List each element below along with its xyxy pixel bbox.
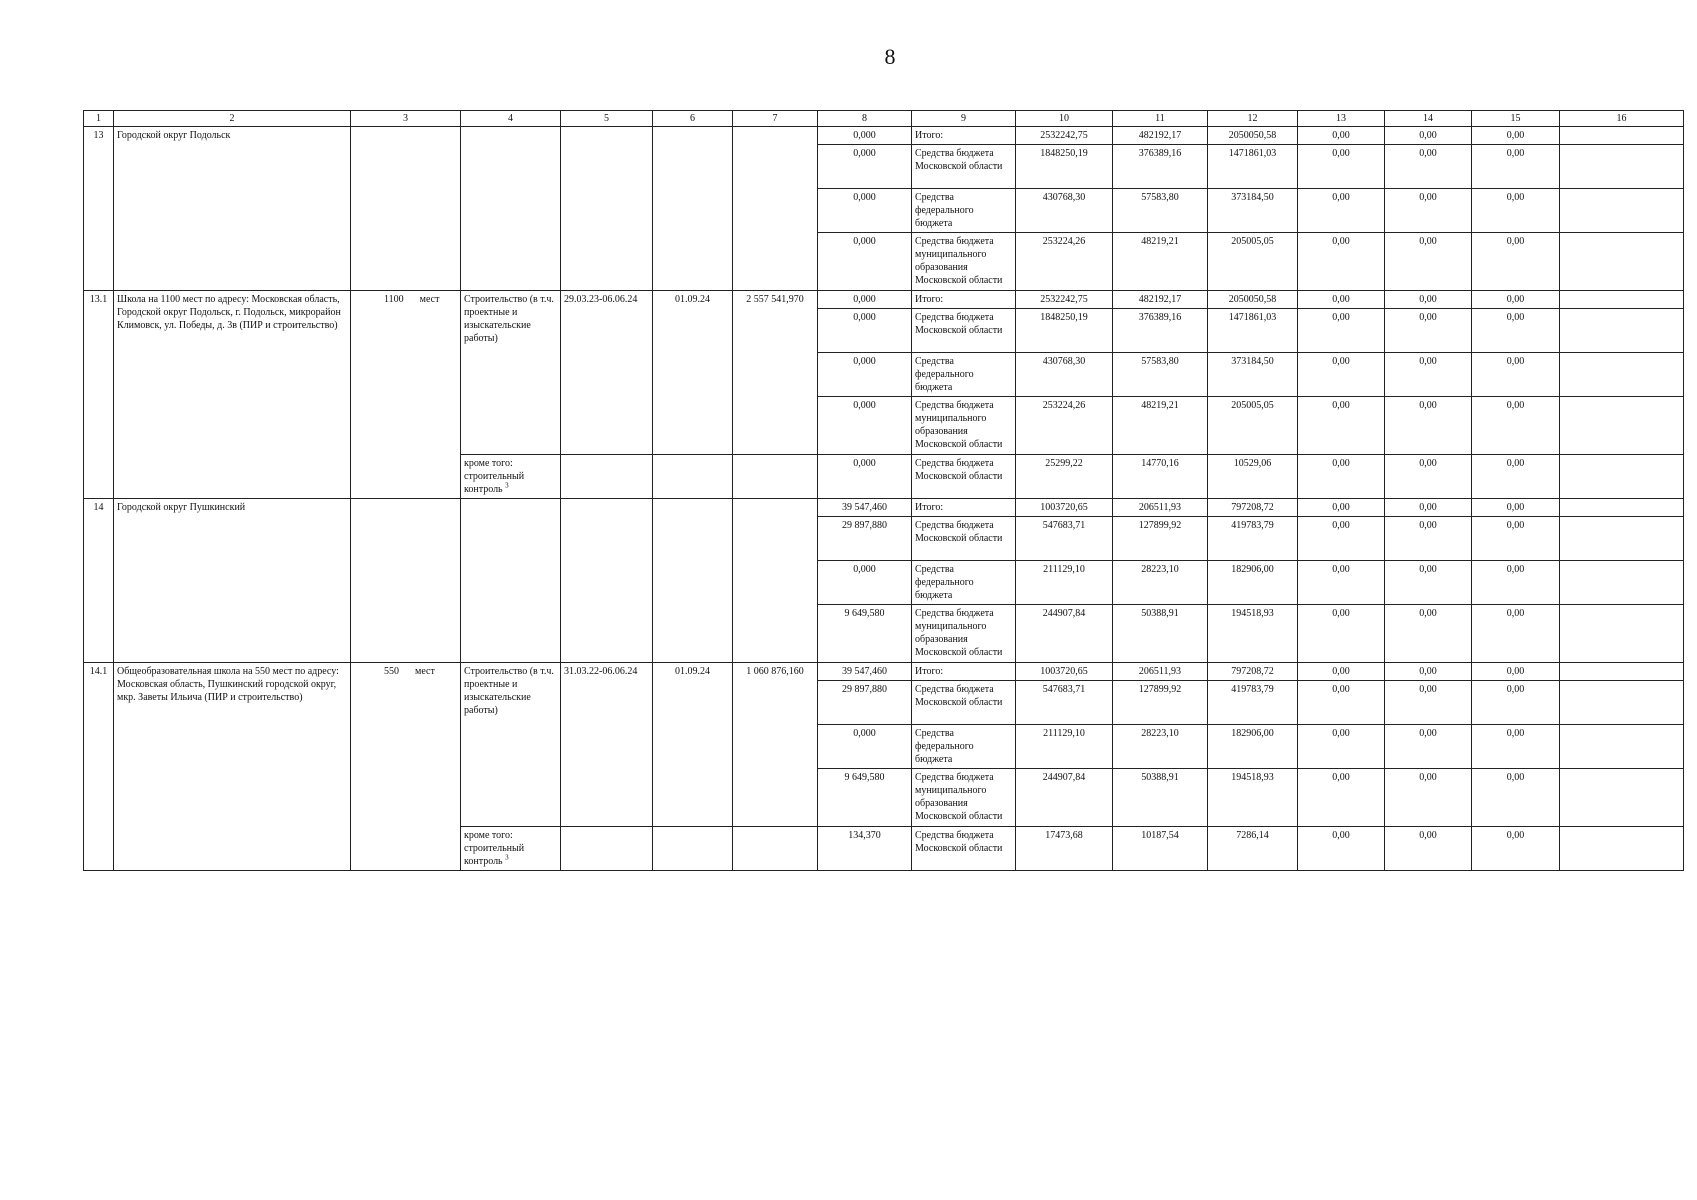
col-10-value: 244907,84 — [1016, 769, 1113, 827]
footnote-mark: 3 — [505, 481, 509, 490]
item-name: Общеобразовательная школа на 550 мест по адресу: Московская область, Пушкинский городской округ, мкр. Заветы Ильича (ПИР и строительство) — [114, 663, 351, 871]
work-dates: 31.03.22-06.06.24 — [561, 663, 653, 827]
col-15-value: 0,00 — [1472, 561, 1560, 605]
col-14-value: 0,00 — [1385, 769, 1472, 827]
column-header: 5 — [561, 111, 653, 127]
item-capacity — [351, 499, 461, 663]
col-15-value: 0,00 — [1472, 663, 1560, 681]
table-row — [84, 291, 1684, 309]
page-number: 8 — [884, 44, 896, 69]
col-15-value: 0,00 — [1472, 145, 1560, 189]
funding-source: Средства бюджета Московской области — [912, 517, 1016, 561]
col-16-value — [1560, 605, 1684, 663]
item-name: Городской округ Подольск — [114, 127, 351, 291]
item-number: 13 — [84, 127, 114, 291]
empty-cell — [733, 827, 818, 871]
item-name: Городской округ Пушкинский — [114, 499, 351, 663]
col-15-value: 0,00 — [1472, 517, 1560, 561]
col-15-value: 0,00 — [1472, 127, 1560, 145]
col-15-value: 0,00 — [1472, 499, 1560, 517]
col-14-value: 0,00 — [1385, 605, 1472, 663]
work-type — [461, 499, 561, 663]
item-number: 14.1 — [84, 663, 114, 871]
col-13-value: 0,00 — [1298, 189, 1385, 233]
col-12-value: 1471861,03 — [1208, 145, 1298, 189]
col-15-value: 0,00 — [1472, 189, 1560, 233]
col-14-value: 0,00 — [1385, 353, 1472, 397]
col-12-value: 419783,79 — [1208, 517, 1298, 561]
col-16-value — [1560, 827, 1684, 871]
col-16-value — [1560, 397, 1684, 455]
funding-source: Средства бюджета муниципального образования Московской области — [912, 605, 1016, 663]
col-11-value: 206511,93 — [1113, 499, 1208, 517]
col-8-value: 29 897,880 — [818, 681, 912, 725]
col-16-value — [1560, 309, 1684, 353]
col-16-value — [1560, 233, 1684, 291]
col-8-value: 39 547,460 — [818, 663, 912, 681]
col-13-value: 0,00 — [1298, 769, 1385, 827]
col-11-value: 28223,10 — [1113, 561, 1208, 605]
col-13-value: 0,00 — [1298, 397, 1385, 455]
work-dates — [561, 499, 653, 663]
col-8-value: 29 897,880 — [818, 517, 912, 561]
col-14-value: 0,00 — [1385, 499, 1472, 517]
col-10-value: 430768,30 — [1016, 189, 1113, 233]
funding-source: Средства бюджета Московской области — [912, 145, 1016, 189]
col-16-value — [1560, 145, 1684, 189]
opening-date: 01.09.24 — [653, 291, 733, 455]
col-8-value: 0,000 — [818, 127, 912, 145]
col-10-value: 547683,71 — [1016, 517, 1113, 561]
col-13-value: 0,00 — [1298, 663, 1385, 681]
col-11-value: 482192,17 — [1113, 291, 1208, 309]
funding-source: Средства бюджета муниципального образования Московской области — [912, 397, 1016, 455]
col-10-value: 2532242,75 — [1016, 291, 1113, 309]
col-8-value: 0,000 — [818, 189, 912, 233]
column-header: 3 — [351, 111, 461, 127]
col-12-value: 2050050,58 — [1208, 291, 1298, 309]
col-8-value: 0,000 — [818, 725, 912, 769]
col-15-value: 0,00 — [1472, 309, 1560, 353]
col-12-value: 182906,00 — [1208, 561, 1298, 605]
empty-cell — [561, 455, 653, 499]
col-10-value: 547683,71 — [1016, 681, 1113, 725]
col-15-value: 0,00 — [1472, 397, 1560, 455]
col-14-value: 0,00 — [1385, 145, 1472, 189]
funding-source: Средства бюджета муниципального образования Московской области — [912, 769, 1016, 827]
col-14-value: 0,00 — [1385, 455, 1472, 499]
col-12-value: 1471861,03 — [1208, 309, 1298, 353]
budget-table — [83, 110, 1684, 871]
col-14-value: 0,00 — [1385, 725, 1472, 769]
col-10-value: 253224,26 — [1016, 233, 1113, 291]
col-13-value: 0,00 — [1298, 725, 1385, 769]
empty-cell — [561, 827, 653, 871]
col-12-value: 373184,50 — [1208, 189, 1298, 233]
col-13-value: 0,00 — [1298, 499, 1385, 517]
funding-source: Средства бюджета Московской области — [912, 827, 1016, 871]
col-16-value — [1560, 189, 1684, 233]
col-8-value: 0,000 — [818, 397, 912, 455]
col-15-value: 0,00 — [1472, 605, 1560, 663]
col-13-value: 0,00 — [1298, 145, 1385, 189]
col-10-value: 17473,68 — [1016, 827, 1113, 871]
col-12-value: 10529,06 — [1208, 455, 1298, 499]
col-14-value: 0,00 — [1385, 233, 1472, 291]
item-name: Школа на 1100 мест по адресу: Московская область, Городской округ Подольск, г. Подольск, микрорайон Климовск, ул. Победы, д. 3в (ПИР и строительство) — [114, 291, 351, 499]
column-header: 1 — [84, 111, 114, 127]
funding-source: Средства бюджета Московской области — [912, 455, 1016, 499]
column-header: 6 — [653, 111, 733, 127]
opening-date — [653, 499, 733, 663]
col-13-value: 0,00 — [1298, 127, 1385, 145]
col-8-value: 39 547,460 — [818, 499, 912, 517]
total-cost — [733, 127, 818, 291]
col-11-value: 57583,80 — [1113, 353, 1208, 397]
col-12-value: 419783,79 — [1208, 681, 1298, 725]
column-header: 16 — [1560, 111, 1684, 127]
col-8-value: 0,000 — [818, 455, 912, 499]
item-capacity — [351, 127, 461, 291]
col-14-value: 0,00 — [1385, 127, 1472, 145]
col-11-value: 14770,16 — [1113, 455, 1208, 499]
opening-date: 01.09.24 — [653, 663, 733, 827]
col-11-value: 57583,80 — [1113, 189, 1208, 233]
col-15-value: 0,00 — [1472, 769, 1560, 827]
col-8-value: 9 649,580 — [818, 769, 912, 827]
col-14-value: 0,00 — [1385, 189, 1472, 233]
col-12-value: 182906,00 — [1208, 725, 1298, 769]
item-number: 13.1 — [84, 291, 114, 499]
col-16-value — [1560, 291, 1684, 309]
col-8-value: 0,000 — [818, 233, 912, 291]
col-10-value: 1003720,65 — [1016, 663, 1113, 681]
col-14-value: 0,00 — [1385, 827, 1472, 871]
column-header: 11 — [1113, 111, 1208, 127]
work-dates — [561, 127, 653, 291]
col-11-value: 376389,16 — [1113, 309, 1208, 353]
col-12-value: 797208,72 — [1208, 663, 1298, 681]
total-cost — [733, 499, 818, 663]
capacity-unit: мест — [419, 294, 440, 305]
col-12-value: 7286,14 — [1208, 827, 1298, 871]
col-16-value — [1560, 663, 1684, 681]
table-row — [84, 663, 1684, 681]
col-13-value: 0,00 — [1298, 353, 1385, 397]
col-10-value: 211129,10 — [1016, 561, 1113, 605]
funding-source: Средства федерального бюджета — [912, 353, 1016, 397]
item-capacity — [351, 663, 461, 871]
col-12-value: 205005,05 — [1208, 397, 1298, 455]
column-header: 8 — [818, 111, 912, 127]
col-13-value: 0,00 — [1298, 291, 1385, 309]
col-13-value: 0,00 — [1298, 455, 1385, 499]
col-15-value: 0,00 — [1472, 291, 1560, 309]
col-8-value: 0,000 — [818, 561, 912, 605]
capacity-unit: мест — [415, 666, 435, 677]
col-15-value: 0,00 — [1472, 725, 1560, 769]
col-11-value: 10187,54 — [1113, 827, 1208, 871]
col-11-value: 482192,17 — [1113, 127, 1208, 145]
column-header: 9 — [912, 111, 1016, 127]
col-14-value: 0,00 — [1385, 397, 1472, 455]
col-14-value: 0,00 — [1385, 561, 1472, 605]
col-11-value: 50388,91 — [1113, 605, 1208, 663]
column-header: 14 — [1385, 111, 1472, 127]
column-header: 10 — [1016, 111, 1113, 127]
col-16-value — [1560, 455, 1684, 499]
column-header: 13 — [1298, 111, 1385, 127]
empty-cell — [653, 827, 733, 871]
funding-source: Итого: — [912, 499, 1016, 517]
item-capacity — [351, 291, 461, 499]
work-type: Строительство (в т.ч. проектные и изыскательские работы) — [461, 663, 561, 827]
col-11-value: 376389,16 — [1113, 145, 1208, 189]
funding-source: Итого: — [912, 663, 1016, 681]
table-body — [84, 127, 1684, 871]
col-11-value: 50388,91 — [1113, 769, 1208, 827]
col-12-value: 194518,93 — [1208, 769, 1298, 827]
col-8-value: 0,000 — [818, 291, 912, 309]
work-dates: 29.03.23-06.06.24 — [561, 291, 653, 455]
col-15-value: 0,00 — [1472, 827, 1560, 871]
col-14-value: 0,00 — [1385, 663, 1472, 681]
col-10-value: 430768,30 — [1016, 353, 1113, 397]
col-13-value: 0,00 — [1298, 561, 1385, 605]
col-10-value: 211129,10 — [1016, 725, 1113, 769]
col-13-value: 0,00 — [1298, 233, 1385, 291]
col-15-value: 0,00 — [1472, 233, 1560, 291]
funding-source: Средства бюджета муниципального образования Московской области — [912, 233, 1016, 291]
col-12-value: 205005,05 — [1208, 233, 1298, 291]
col-10-value: 253224,26 — [1016, 397, 1113, 455]
col-16-value — [1560, 353, 1684, 397]
construction-control-label — [461, 827, 561, 871]
funding-source: Итого: — [912, 291, 1016, 309]
item-number: 14 — [84, 499, 114, 663]
col-15-value: 0,00 — [1472, 455, 1560, 499]
footnote-mark: 3 — [505, 853, 509, 862]
col-12-value: 373184,50 — [1208, 353, 1298, 397]
col-16-value — [1560, 499, 1684, 517]
funding-source: Средства федерального бюджета — [912, 189, 1016, 233]
column-header: 15 — [1472, 111, 1560, 127]
funding-source: Итого: — [912, 127, 1016, 145]
col-12-value: 194518,93 — [1208, 605, 1298, 663]
column-header: 2 — [114, 111, 351, 127]
col-13-value: 0,00 — [1298, 605, 1385, 663]
funding-source: Средства бюджета Московской области — [912, 681, 1016, 725]
empty-cell — [653, 455, 733, 499]
empty-cell — [733, 455, 818, 499]
col-8-value: 134,370 — [818, 827, 912, 871]
col-10-value: 1848250,19 — [1016, 309, 1113, 353]
table-row — [84, 499, 1684, 517]
total-cost: 2 557 541,970 — [733, 291, 818, 455]
funding-source: Средства федерального бюджета — [912, 725, 1016, 769]
col-16-value — [1560, 561, 1684, 605]
col-14-value: 0,00 — [1385, 517, 1472, 561]
col-13-value: 0,00 — [1298, 681, 1385, 725]
column-header: 12 — [1208, 111, 1298, 127]
col-14-value: 0,00 — [1385, 291, 1472, 309]
col-16-value — [1560, 681, 1684, 725]
construction-control-text: кроме того: строительный контроль — [464, 830, 525, 867]
column-number-row — [84, 111, 1684, 127]
col-11-value: 127899,92 — [1113, 517, 1208, 561]
col-13-value: 0,00 — [1298, 517, 1385, 561]
col-8-value: 0,000 — [818, 309, 912, 353]
col-15-value: 0,00 — [1472, 681, 1560, 725]
work-type — [461, 127, 561, 291]
capacity-value: 550 — [384, 666, 399, 677]
funding-source: Средства бюджета Московской области — [912, 309, 1016, 353]
col-13-value: 0,00 — [1298, 827, 1385, 871]
column-header: 7 — [733, 111, 818, 127]
col-11-value: 48219,21 — [1113, 233, 1208, 291]
col-16-value — [1560, 127, 1684, 145]
col-15-value: 0,00 — [1472, 353, 1560, 397]
column-header: 4 — [461, 111, 561, 127]
col-10-value: 2532242,75 — [1016, 127, 1113, 145]
col-11-value: 48219,21 — [1113, 397, 1208, 455]
col-16-value — [1560, 769, 1684, 827]
col-16-value — [1560, 517, 1684, 561]
col-13-value: 0,00 — [1298, 309, 1385, 353]
col-12-value: 797208,72 — [1208, 499, 1298, 517]
col-10-value: 1848250,19 — [1016, 145, 1113, 189]
work-type: Строительство (в т.ч. проектные и изыскательские работы) — [461, 291, 561, 455]
capacity-value: 1100 — [384, 294, 404, 305]
col-8-value: 0,000 — [818, 353, 912, 397]
construction-control-label — [461, 455, 561, 499]
col-8-value: 0,000 — [818, 145, 912, 189]
col-10-value: 1003720,65 — [1016, 499, 1113, 517]
col-16-value — [1560, 725, 1684, 769]
opening-date — [653, 127, 733, 291]
col-11-value: 206511,93 — [1113, 663, 1208, 681]
funding-source: Средства федерального бюджета — [912, 561, 1016, 605]
construction-control-text: кроме того: строительный контроль — [464, 458, 525, 495]
col-10-value: 244907,84 — [1016, 605, 1113, 663]
col-11-value: 127899,92 — [1113, 681, 1208, 725]
col-8-value: 9 649,580 — [818, 605, 912, 663]
col-14-value: 0,00 — [1385, 309, 1472, 353]
total-cost: 1 060 876,160 — [733, 663, 818, 827]
col-14-value: 0,00 — [1385, 681, 1472, 725]
col-10-value: 25299,22 — [1016, 455, 1113, 499]
budget-table-wrapper — [83, 110, 1683, 871]
col-11-value: 28223,10 — [1113, 725, 1208, 769]
col-12-value: 2050050,58 — [1208, 127, 1298, 145]
table-row — [84, 127, 1684, 145]
